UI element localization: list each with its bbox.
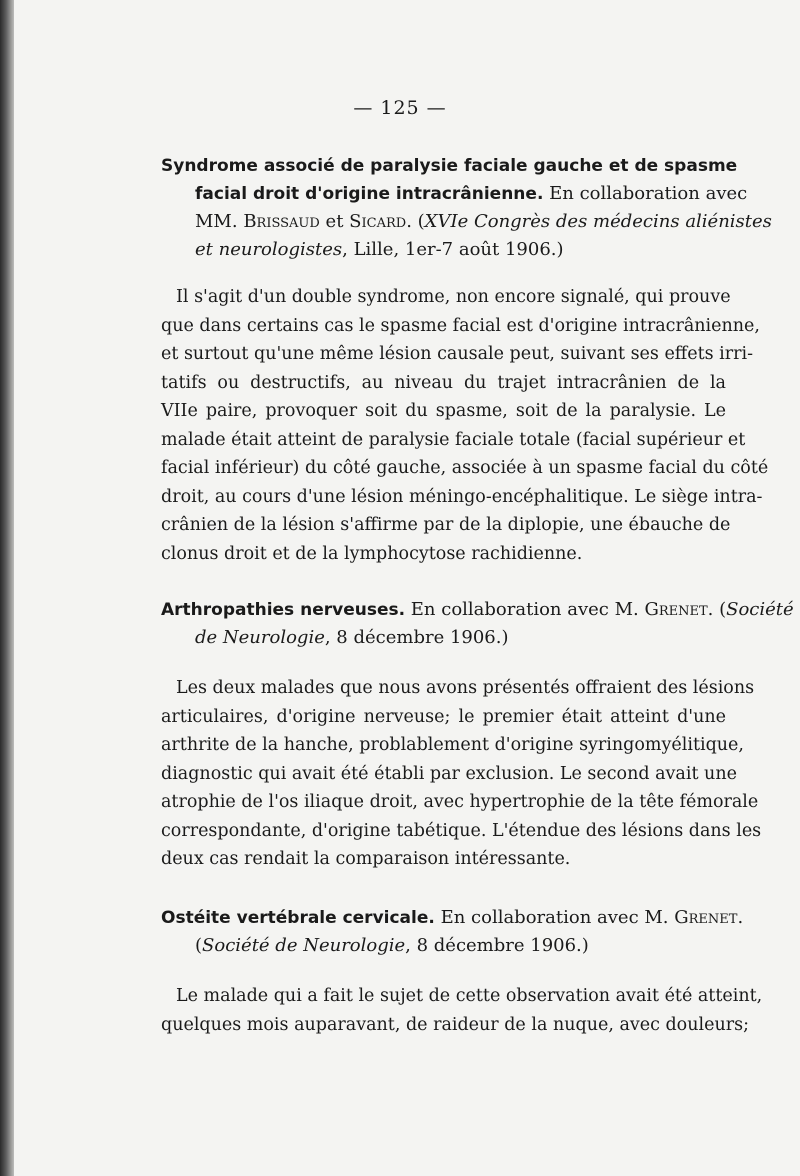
entry-1-title-line-4	[161, 236, 726, 264]
entry-3-paragraph	[161, 982, 763, 1039]
entry-1-date: , Lille, 1er-7 août 1906.)	[342, 239, 564, 260]
entry-2-title-line-1	[161, 596, 794, 624]
paragraph-line: VIIe paire, provoquer soit du spasme, soit de la paralysie. Le	[161, 401, 726, 421]
entry-1-title	[161, 152, 772, 264]
paragraph-line: articulaires, d'origine nerveuse; le premier était atteint d'une	[161, 706, 726, 727]
paragraph-line: droit, au cours d'une lésion méningo-encéphalitique. Le siège intra-	[161, 486, 763, 507]
entry-1-title-line-1	[161, 152, 738, 180]
paragraph-line: deux cas rendait la comparaison intéressante.	[161, 849, 571, 869]
entry-2-title-bold: Arthropathies nerveuses.	[161, 600, 406, 620]
paragraph-line: quelques mois auparavant, de raideur de la nuque, avec douleurs;	[161, 1014, 749, 1035]
entry-1-title-bold-cont: facial droit d'origine intracrânienne.	[195, 184, 544, 204]
entry-3-title-line-2	[161, 932, 726, 960]
paragraph-line: tatifs ou destructifs, au niveau du trajet intracrânien de la	[161, 372, 726, 393]
paragraph-line: Le malade qui a fait le sujet de cette observation avait été atteint,	[176, 986, 763, 1006]
entry-3-society: Société de Neurologie	[202, 935, 406, 956]
entry-3-date: , 8 décembre 1906.)	[405, 935, 589, 956]
entry-1-congress-cont: et neurologistes	[195, 239, 343, 260]
entry-1-punct: . (	[406, 211, 425, 232]
entry-3-author-grenet: Grenet	[674, 907, 738, 928]
entry-1-author-sicard: Sicard	[349, 211, 407, 232]
entry-3-punct: .	[737, 907, 744, 928]
entry-2-society-cont: de Neurologie	[195, 627, 325, 648]
entry-1-congress: XVIe Congrès des médecins aliénistes	[424, 211, 772, 232]
entry-1-collab: En collaboration avec	[543, 183, 748, 204]
paragraph-line: diagnostic qui avait été établi par exclusion. Le second avait une	[161, 763, 737, 784]
entry-2-author-grenet: Grenet	[644, 599, 708, 620]
entry-1-title-bold: Syndrome associé de paralysie faciale gauche et de spasme	[161, 156, 738, 176]
book-gutter-shadow	[0, 0, 14, 1176]
entry-2-title-line-2	[161, 624, 726, 652]
entry-1-author-brissaud: Brissaud	[243, 211, 320, 232]
paragraph-line: facial inférieur) du côté gauche, associée à un spasme facial du côté	[161, 458, 769, 478]
entry-1-title-line-2	[161, 180, 748, 208]
paragraph-line: correspondante, d'origine tabétique. L'étendue des lésions dans les	[161, 820, 762, 841]
paragraph-line: Les deux malades que nous avons présentés offraient des lésions	[176, 678, 755, 698]
entry-2-date: , 8 décembre 1906.)	[324, 627, 509, 648]
entry-1-paragraph	[161, 283, 769, 568]
paragraph-line: arthrite de la hanche, problablement d'origine syringomyélitique,	[161, 735, 744, 755]
entry-3-collab: En collaboration avec M.	[434, 907, 675, 928]
entry-3-title	[161, 904, 744, 960]
entry-2-title	[161, 596, 794, 652]
entry-2-punct: . (	[707, 599, 727, 620]
entry-2-paragraph	[161, 674, 762, 874]
entry-2-society: Société	[726, 599, 794, 620]
paragraph-line: atrophie de l'os iliaque droit, avec hypertrophie de la tête fémorale	[161, 792, 759, 812]
paragraph-line: Il s'agit d'un double syndrome, non encore signalé, qui prouve	[176, 287, 731, 307]
page-number: — 125 —	[353, 97, 447, 119]
paragraph-line: que dans certains cas le spasme facial est d'origine intracrânienne,	[161, 315, 760, 336]
entry-1-mm: MM.	[195, 211, 244, 232]
entry-1-title-line-3	[161, 208, 772, 236]
entry-2-collab: En collaboration avec M.	[405, 599, 645, 620]
paragraph-line: et surtout qu'une même lésion causale peut, suivant ses effets irri-	[161, 344, 754, 364]
entry-1-et: et	[319, 211, 350, 232]
entry-3-paren: (	[195, 935, 203, 956]
paragraph-line: crânien de la lésion s'affirme par de la diplopie, une ébauche de	[161, 515, 731, 535]
paragraph-line: malade était atteint de paralysie faciale totale (facial supérieur et	[161, 429, 746, 450]
entry-3-title-line-1	[161, 904, 744, 932]
paragraph-line: clonus droit et de la lymphocytose rachidienne.	[161, 543, 583, 564]
entry-3-title-bold: Ostéite vertébrale cervicale.	[161, 908, 435, 928]
